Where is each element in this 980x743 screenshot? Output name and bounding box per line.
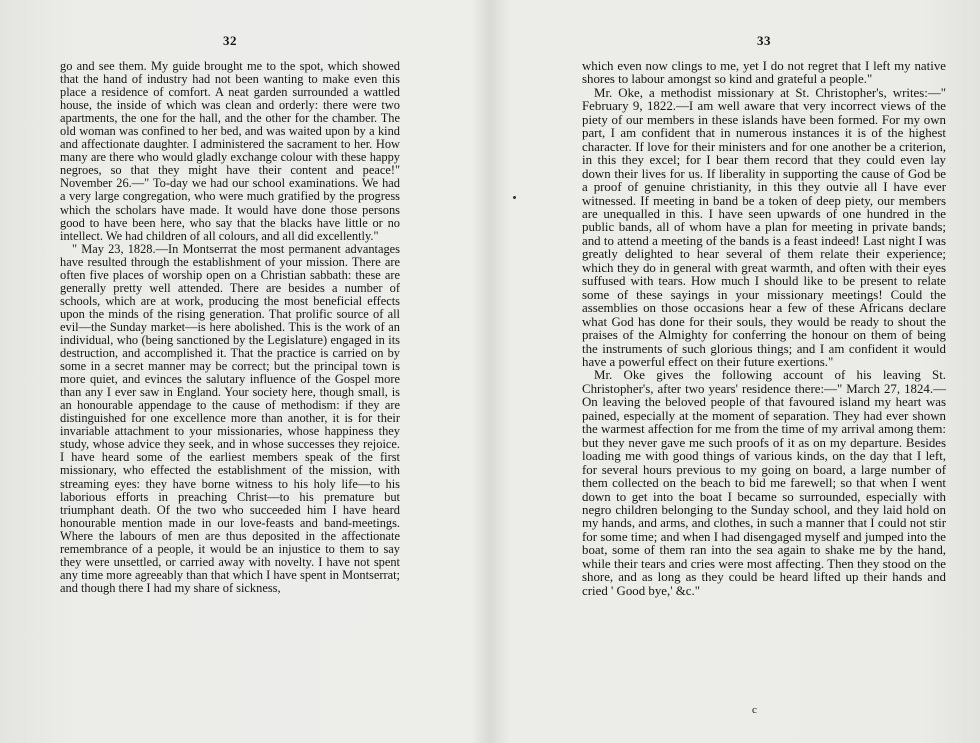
left-page (60, 0, 400, 743)
page-number-left: 32 (223, 33, 237, 48)
left-page-text (60, 60, 400, 595)
paragraph: Mr. Oke gives the following account of his leaving St. Christopher's, after two years' residence there:—" March 27, 1824.—On leaving the beloved people of that favoured island my heart was pained, especially at the moment of separation. They had ever shown the warmest affection for me from the time of my arrival among them: but they never gave me such proofs of it as on my departure. Besides loading me with good things of various kinds, on the day that I left, for several hours previous to my going on board, a large number of them collected on the beach to bid me farewell; so that when I went down to get into the boat I became so surrounded, especially with negro children belonging to the Sunday school, and they laid hold on my hands, and arms, and clothes, in such a manner that I could not stir for some time; and when I had disengaged myself and jumped into the boat, some of them ran into the sea again to shake me by the hand, while their tears and cries were most affecting. Then they stood on the shore, and as long as they could be heard lifted up their hands and cried ' Good bye,' &c." (582, 368, 946, 598)
right-page (582, 0, 946, 743)
right-page-text (582, 60, 946, 598)
paragraph: go and see them. My guide brought me to the spot, which showed that the hand of industry had not been wanting to make even this place a residence of comfort. A neat garden surrounded a wattled house, the inside of which was clean and orderly: there were two apartments, the one for the hall, and the other for the chamber. The old woman was confined to her bed, and was waited upon by a kind and affectionate daughter. I administered the sacrament to her. How many are there who would gladly exchange colour with these happy negroes, so that they might have their content and peace!" November 26.—" To-day we had our school examinations. We had a very large congregation, who were much gratified by the progress which the scholars have made. It would have done those persons good to have been here, who say that the blacks have little or no intellect. We had children of all colours, and all did excellently." (60, 59, 400, 243)
paragraph: which even now clings to me, yet I do not regret that I left my native shores to labour amongst so kind and grateful a people." (582, 59, 946, 87)
gutter-speck (513, 196, 516, 199)
paragraph: " May 23, 1828.—In Montserrat the most permanent advantages have resulted through the establishment of your mission. There are often five places of worship open on a Christian sabbath: these are generally pretty well attended. There are besides a number of schools, which are at work, producing the most beneficial effects upon the minds of the rising generation. That prolific source of all evil—the Sunday market—is here abolished. This is the work of an individual, who (being sanctioned by the Legislature) engaged in its destruction, and accomplished it. That the practice is carried on by some in a secret manner may be correct; but the principal town is more quiet, and evinces the salutary influence of the Gospel more than any I ever saw in England. Your society here, though small, is an honourable appendage to the cause of methodism: if they are distinguished for one excellence more than another, it is for their invariable attachment to your missionaries, whose happiness they study, whose advice they seek, and in whose successes they rejoice. I have heard some of the earliest members speak of the first missionary, who effected the establishment of the mission, with streaming eyes: they have borne witness to his holy life—to his laborious efforts in preaching Christ—to his premature but triumphant death. Of the two who succeeded him I have heard honourable mention made in our love-feasts and band-meetings. Where the labours of men are thus deposited in the affectionate remembrance of a people, it would be an injustice to them to say they were unsettled, or carried away with novelty. I have not spent any time more agreeably than that which I have spent in Montserrat; and though there I had my share of sickness, (60, 241, 400, 595)
page-number-right: 33 (757, 33, 771, 48)
signature-mark: c (752, 704, 757, 716)
paragraph: Mr. Oke, a methodist missionary at St. Christopher's, writes:—" February 9, 1822.—I am well aware that very incorrect views of the piety of our members in these islands have been formed. For my own part, I am confident that in numerous instances it is of the highest character. If love for their ministers and for one another be a criterion, in this they excel; for I bear them record that they could even lay down their lives for us. If liberality in supporting the cause of God be a proof of genuine christianity, in this they outvie all I have ever witnessed. If meeting in band be a token of deep piety, our members are unequalled in this. I have seen upwards of one hundred in the public bands, all of whom have a plan for meeting in private bands; and to attend a meeting of the bands is a feast indeed! Last night I was greatly delighted to hear several of them relate their experience; which they do in general with great warmth, and often with their eyes suffused with tears. How much I should like to be present to relate some of these sayings in your missionary meetings! Could the assemblies on those occasions hear a few of these Africans declare what God has done for their souls, they would be ready to shout the praises of the Almighty for conferring the honour on them of being the instruments of such glorious things; and I am confident it would have a powerful effect on their future exertions." (582, 85, 946, 369)
